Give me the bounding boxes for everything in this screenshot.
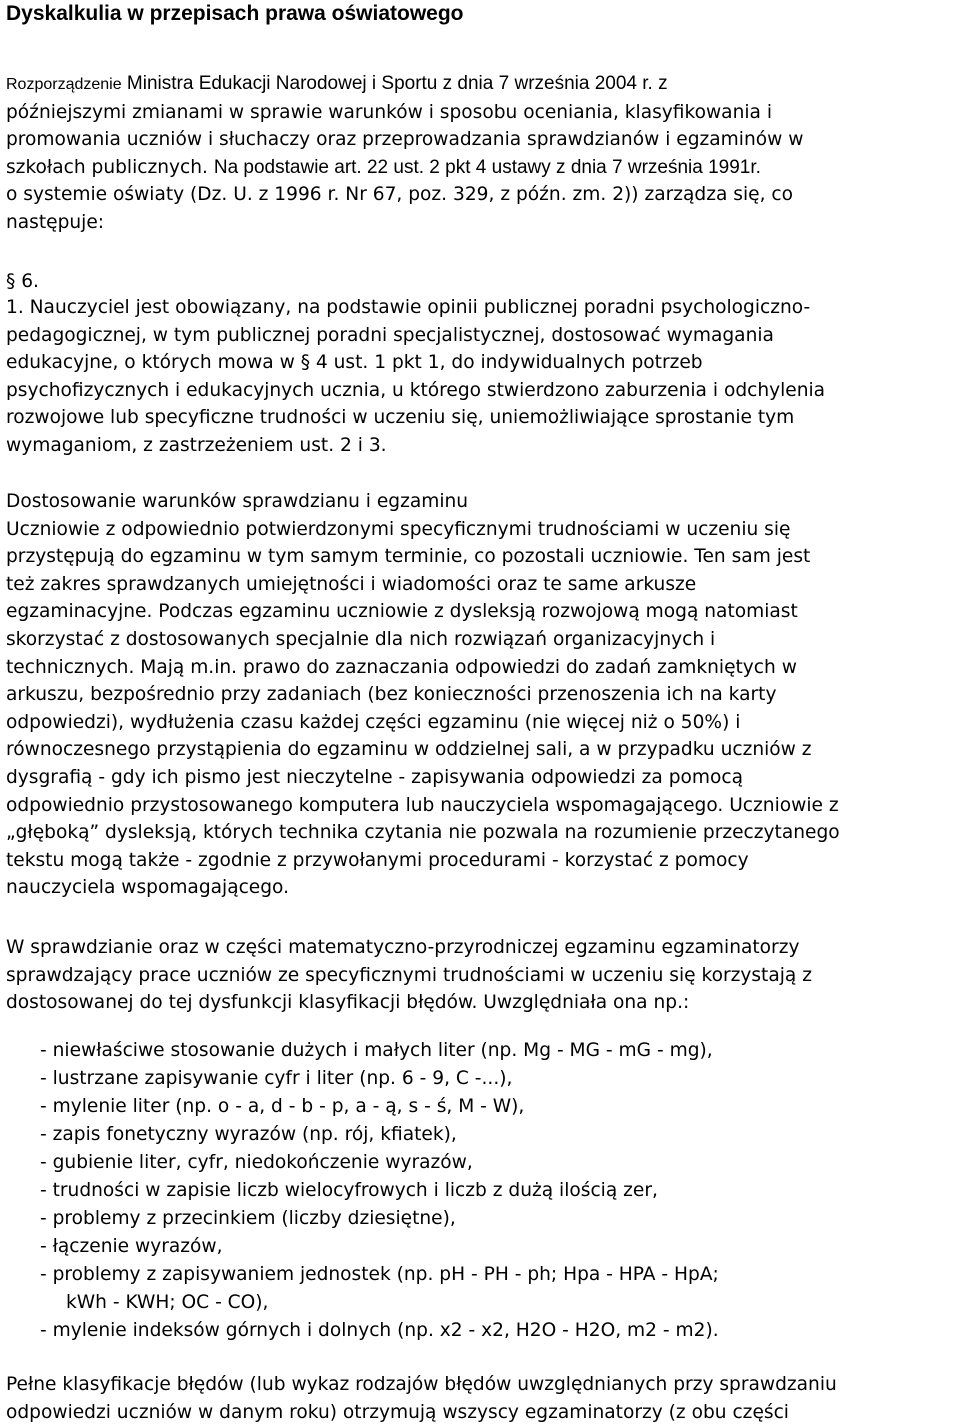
list-item: - problemy z przecinkiem (liczby dziesiętne),	[40, 1208, 456, 1229]
intro-line-6: następuje:	[6, 211, 105, 233]
section-1-line-6: wymaganiom, z zastrzeżeniem ust. 2 i 3.	[6, 434, 387, 456]
intro-paragraph	[6, 70, 803, 237]
section-2-line: technicznych. Mają m.in. prawo do zaznaczania odpowiedzi do zadań zamkniętych w	[6, 656, 797, 678]
section-1-line-3: edukacyjne, o których mowa w § 4 ust. 1 pkt 1, do indywidualnych potrzeb	[6, 352, 703, 374]
list-item: - trudności w zapisie liczb wielocyfrowych i liczb z dużą ilością zer,	[40, 1180, 658, 1201]
section-1-line-2: pedagogicznej, w tym publicznej poradni specjalistycznej, dostosować wymagania	[6, 324, 774, 346]
section-2-line: przystępują do egzaminu w tym samym terminie, co pozostali uczniowie. Ten sam jest	[6, 546, 811, 568]
intro-line-4	[6, 154, 803, 182]
section-1-paragraph	[6, 294, 825, 460]
section-2-paragraph	[6, 488, 840, 902]
section-1-line-5: rozwojowe lub specyficzne trudności w uczeniu się, uniemożliwiające sprostanie tym	[6, 407, 795, 429]
section-2-line: równoczesnego przystąpienia do egzaminu w oddzielnej sali, a w przypadku uczniów z	[6, 739, 812, 761]
section-2-line: arkuszu, bezpośrednio przy zadaniach (bez konieczności przenoszenia ich na karty	[6, 684, 777, 706]
document-title: Dyskalkulia w przepisach prawa oświatowego	[6, 2, 464, 25]
section-2-line: skorzystać z dostosowanych specjalnie dla nich rozwiązań organizacyjnych i	[6, 628, 716, 650]
section-2-line: odpowiednio przystosowanego komputera lub nauczyciela wspomagającego. Uczniowie z	[6, 794, 839, 816]
section-3-line: dostosowanej do tej dysfunkcji klasyfikacji błędów. Uwzględniała ona np.:	[6, 992, 690, 1014]
paragraph-mark: § 6.	[6, 271, 39, 292]
intro-line-1-rest: Ministra Edukacji Narodowej i Sportu z dnia 7 września 2004 r. z	[121, 73, 668, 94]
section-3-line: W sprawdzianie oraz w części matematyczno-przyrodniczej egzaminu egzaminatorzy	[6, 937, 800, 958]
section-1-line-1: 1. Nauczyciel jest obowiązany, na podstawie opinii publicznej poradni psychologiczno-	[6, 297, 811, 318]
closing-line-2: odpowiedzi uczniów w danym roku) otrzymują wszyscy egzaminatorzy (z obu części	[6, 1401, 789, 1423]
intro-regulation-word: Rozporządzenie	[6, 76, 122, 93]
list-item-continuation: kWh - KWH; OC - CO),	[66, 1292, 269, 1313]
section-2-line: odpowiedzi), wydłużenia czasu każdej części egzaminu (nie więcej niż o 50%) i	[6, 711, 741, 733]
intro-line-3: promowania uczniów i słuchaczy oraz przeprowadzania sprawdzianów i egzaminów w	[6, 129, 804, 151]
intro-line-5: o systemie oświaty (Dz. U. z 1996 r. Nr 67, poz. 329, z późn. zm. 2)) zarządza się, co	[6, 184, 794, 206]
error-classification-list	[40, 1037, 719, 1345]
list-item: - mylenie indeksów górnych i dolnych (np. x2 - x2, H2O - H2O, m2 - m2).	[40, 1320, 719, 1341]
list-item: - niewłaściwe stosowanie dużych i małych liter (np. Mg - MG - mG - mg),	[40, 1040, 713, 1061]
section-2-line: nauczyciela wspomagającego.	[6, 877, 290, 899]
list-item: - zapis fonetyczny wyrazów (np. rój, kfiatek),	[40, 1124, 457, 1145]
intro-line-4-b: Na podstawie art. 22 ust. 2 pkt 4 ustawy z dnia 7 września 1991r.	[213, 156, 761, 178]
intro-line-4-a: szkołach publicznych.	[6, 156, 214, 178]
closing-paragraph	[6, 1371, 837, 1426]
section-2-heading: Dostosowanie warunków sprawdzianu i egzaminu	[6, 491, 469, 512]
list-item: - lustrzane zapisywanie cyfr i liter (np. 6 - 9, C -...),	[40, 1068, 513, 1089]
list-item: - łączenie wyrazów,	[40, 1236, 223, 1257]
section-2-line: dysgrafią - gdy ich pismo jest nieczytelne - zapisywania odpowiedzi za pomocą	[6, 766, 743, 788]
section-2-line: Uczniowie z odpowiednio potwierdzonymi specyficznymi trudnościami w uczeniu się	[6, 518, 791, 540]
section-3-paragraph	[6, 934, 812, 1017]
section-1-line-4: psychofizycznych i edukacyjnych ucznia, u którego stwierdzono zaburzenia i odchylenia	[6, 379, 826, 401]
document-page	[6, 0, 956, 1423]
section-2-line: „głęboką” dysleksją, których technika czytania nie pozwala na rozumienie przeczytanego	[6, 822, 840, 844]
section-3-line: sprawdzający prace uczniów ze specyficznymi trudnościami w uczeniu się korzystają z	[6, 964, 812, 986]
list-item: - gubienie liter, cyfr, niedokończenie wyrazów,	[40, 1152, 473, 1173]
section-2-line: też zakres sprawdzanych umiejętności i wiadomości oraz te same arkusze	[6, 573, 697, 595]
intro-line-1	[6, 70, 803, 99]
list-item: - mylenie liter (np. o - a, d - b - p, a - ą, s - ś, M - W),	[40, 1096, 525, 1117]
section-2-line: tekstu mogą także - zgodnie z przywołanymi procedurami - korzystać z pomocy	[6, 849, 749, 871]
section-2-line: egzaminacyjne. Podczas egzaminu uczniowie z dysleksją rozwojową mogą natomiast	[6, 601, 798, 623]
closing-line-1: Pełne klasyfikacje błędów (lub wykaz rodzajów błędów uwzględnianych przy sprawdzaniu	[6, 1374, 837, 1395]
list-item: - problemy z zapisywaniem jednostek (np. pH - PH - ph; Hpa - HPA - HpA;	[40, 1264, 719, 1285]
intro-line-2: późniejszymi zmianami w sprawie warunków i sposobu oceniania, klasyfikowania i	[6, 101, 773, 123]
